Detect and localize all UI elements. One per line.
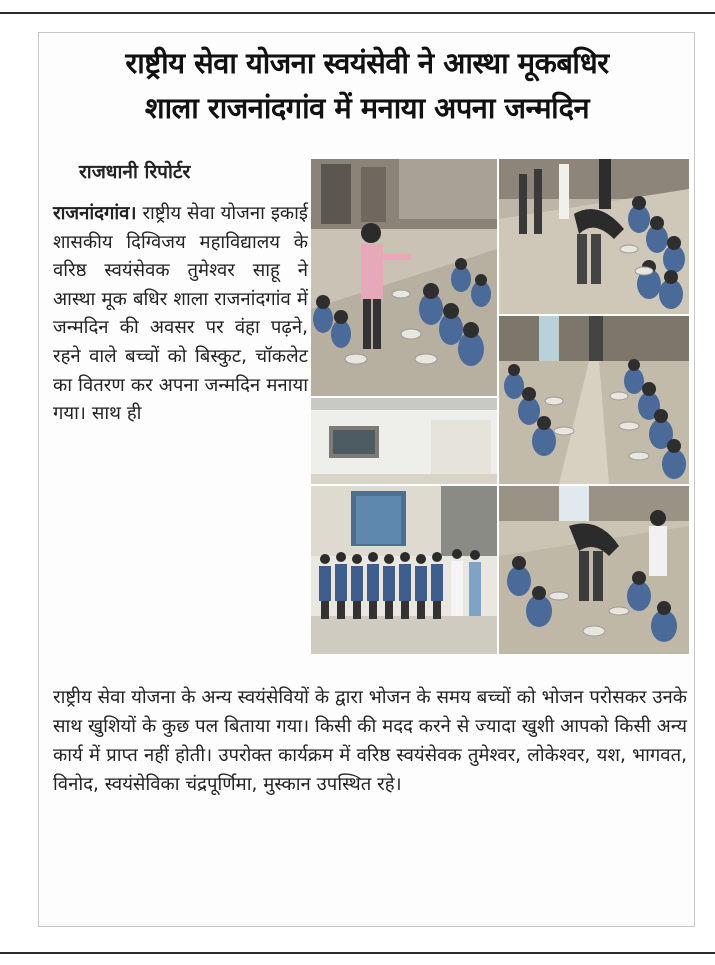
lead-text: राष्ट्रीय सेवा योजना इकाई शासकीय दिग्विजय महाविद्यालय के वरिष्ठ स्वयंसेवक तुमेश्वर साहू ने आस्था मूक बधिर शाला राजनांदगांव में जन्मदिन की अवसर पर वंहा पढ़ने, रहने वाले बच्चों को बिस्कुट, चॉकलेट का वितरण कर अपना जन्मदिन मनाया गया। साथ ही xyxy=(53,203,308,425)
news-clipping xyxy=(38,32,695,927)
dateline: राजनांदगांव। xyxy=(53,203,137,224)
photo-collage xyxy=(311,159,689,654)
photo-students-row xyxy=(499,159,689,314)
top-rule xyxy=(0,12,715,14)
bottom-rule xyxy=(0,952,715,954)
headline-line-2: शाला राजनांदगांव में मनाया अपना जन्मदिन xyxy=(144,91,590,125)
headline-line-1: राष्ट्रीय सेवा योजना स्वयंसेवी ने आस्था मूकबधिर xyxy=(125,46,609,80)
photo-school-building xyxy=(311,398,497,484)
photo-volunteers-serving xyxy=(499,486,689,654)
byline: राजधानी रिपोर्टर xyxy=(79,161,191,183)
photo-children-eating xyxy=(499,316,689,484)
headline xyxy=(47,41,687,131)
photo-serving-food xyxy=(311,159,497,396)
lead-paragraph xyxy=(53,200,308,429)
continuation-paragraph: राष्ट्रीय सेवा योजना के अन्य स्वयंसेवियों के द्वारा भोजन के समय बच्चों को भोजन परोसकर उनके साथ खुशियों के कुछ पल बिताया गया। किसी की मदद करने से ज्यादा खुशी आपको किसी अन्य कार्य में प्राप्त नहीं होती। उपरोक्त कार्यक्रम में वरिष्ठ स्वयंसेवक तुमेश्वर, लोकेश्वर, यश, भागवत, विनोद, स्वयंसेविका चंद्रपूर्णिमा, मुस्कान उपस्थित रहे। xyxy=(53,687,687,795)
photo-group xyxy=(311,486,497,654)
